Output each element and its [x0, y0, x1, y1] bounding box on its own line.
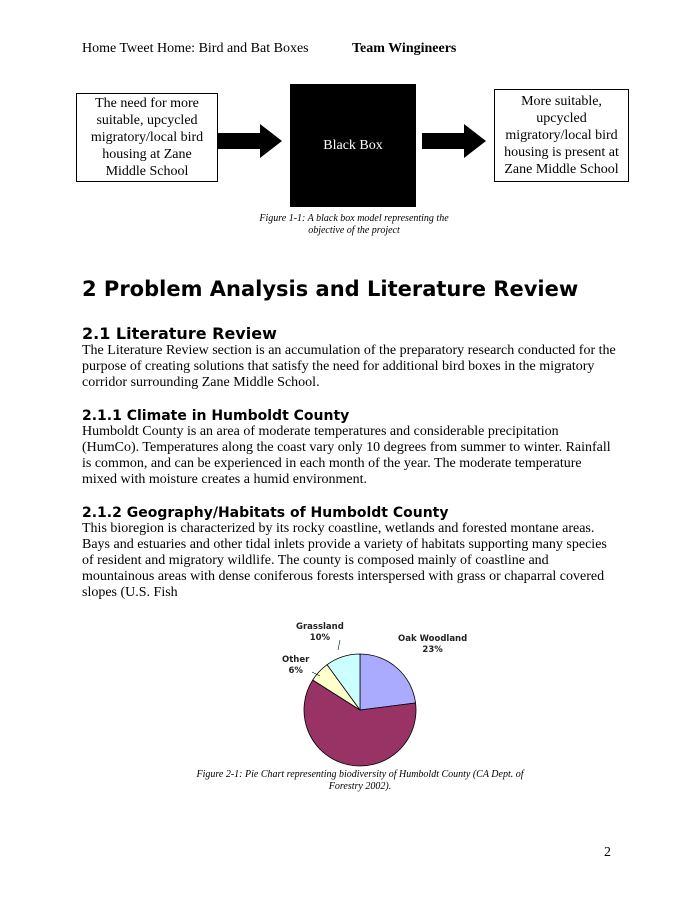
header-team: Team Wingineers — [352, 41, 457, 56]
pie-slice-oak-woodland — [360, 654, 416, 710]
section-2-heading: 2 Problem Analysis and Literature Review — [82, 277, 579, 301]
figure-1-caption: Figure 1-1: A black box model representing the objective of the project — [259, 213, 449, 236]
section-2-1-1-body: Humboldt County is an area of moderate temperatures and considerable precipitation (HumCo). Temperatures along the coast vary only 10 degrees from summer to winter. Rainfall is common, and can be experienced in each month of the year. The moderate temperature mixed with moisture creates a humid environment. — [82, 424, 611, 487]
section-2-1-1-heading: 2.1.1 Climate in Humboldt County — [82, 408, 350, 424]
arrow-right-icon — [218, 122, 284, 160]
input-box: The need for more suitable, upcycled migratory/local bird housing at Zane Middle School — [76, 93, 218, 182]
figure-2-caption: Figure 2-1: Pie Chart representing biodiversity of Humboldt County (CA Dept. of Forestry 2002). — [196, 769, 524, 792]
pie-label-oak-woodland: Oak Woodland 23% — [398, 634, 468, 655]
section-2-1-heading: 2.1 Literature Review — [82, 324, 277, 343]
section-2-1-2-heading: 2.1.2 Geography/Habitats of Humboldt County — [82, 505, 449, 521]
output-box: More suitable, upcycled migratory/local bird housing is present at Zane Middle School — [494, 89, 629, 182]
header-title: Home Tweet Home: Bird and Bat Boxes — [82, 41, 309, 56]
page-number: 2 — [604, 845, 611, 860]
pie-label-other: Other 6% — [282, 655, 310, 676]
pie-label-grassland: Grassland 10% — [296, 622, 344, 643]
black-box: Black Box — [290, 84, 416, 207]
section-2-1-body: The Literature Review section is an accumulation of the preparatory research conducted for the purpose of creating solutions that satisfy the need for additional bird boxes in the migratory corridor surrounding Zane Middle School. — [82, 343, 616, 390]
arrow-right-icon — [422, 122, 488, 160]
section-2-1-2-body: This bioregion is characterized by its rocky coastline, wetlands and forested montane areas. Bays and estuaries and other tidal inlets provide a variety of habitats supporting many species of resident and migratory wildlife. The county is composed mainly of coastline and mountainous areas with dense coniferous forests interspersed with grass or chaparral covered slopes (U.S. Fish — [82, 521, 607, 600]
